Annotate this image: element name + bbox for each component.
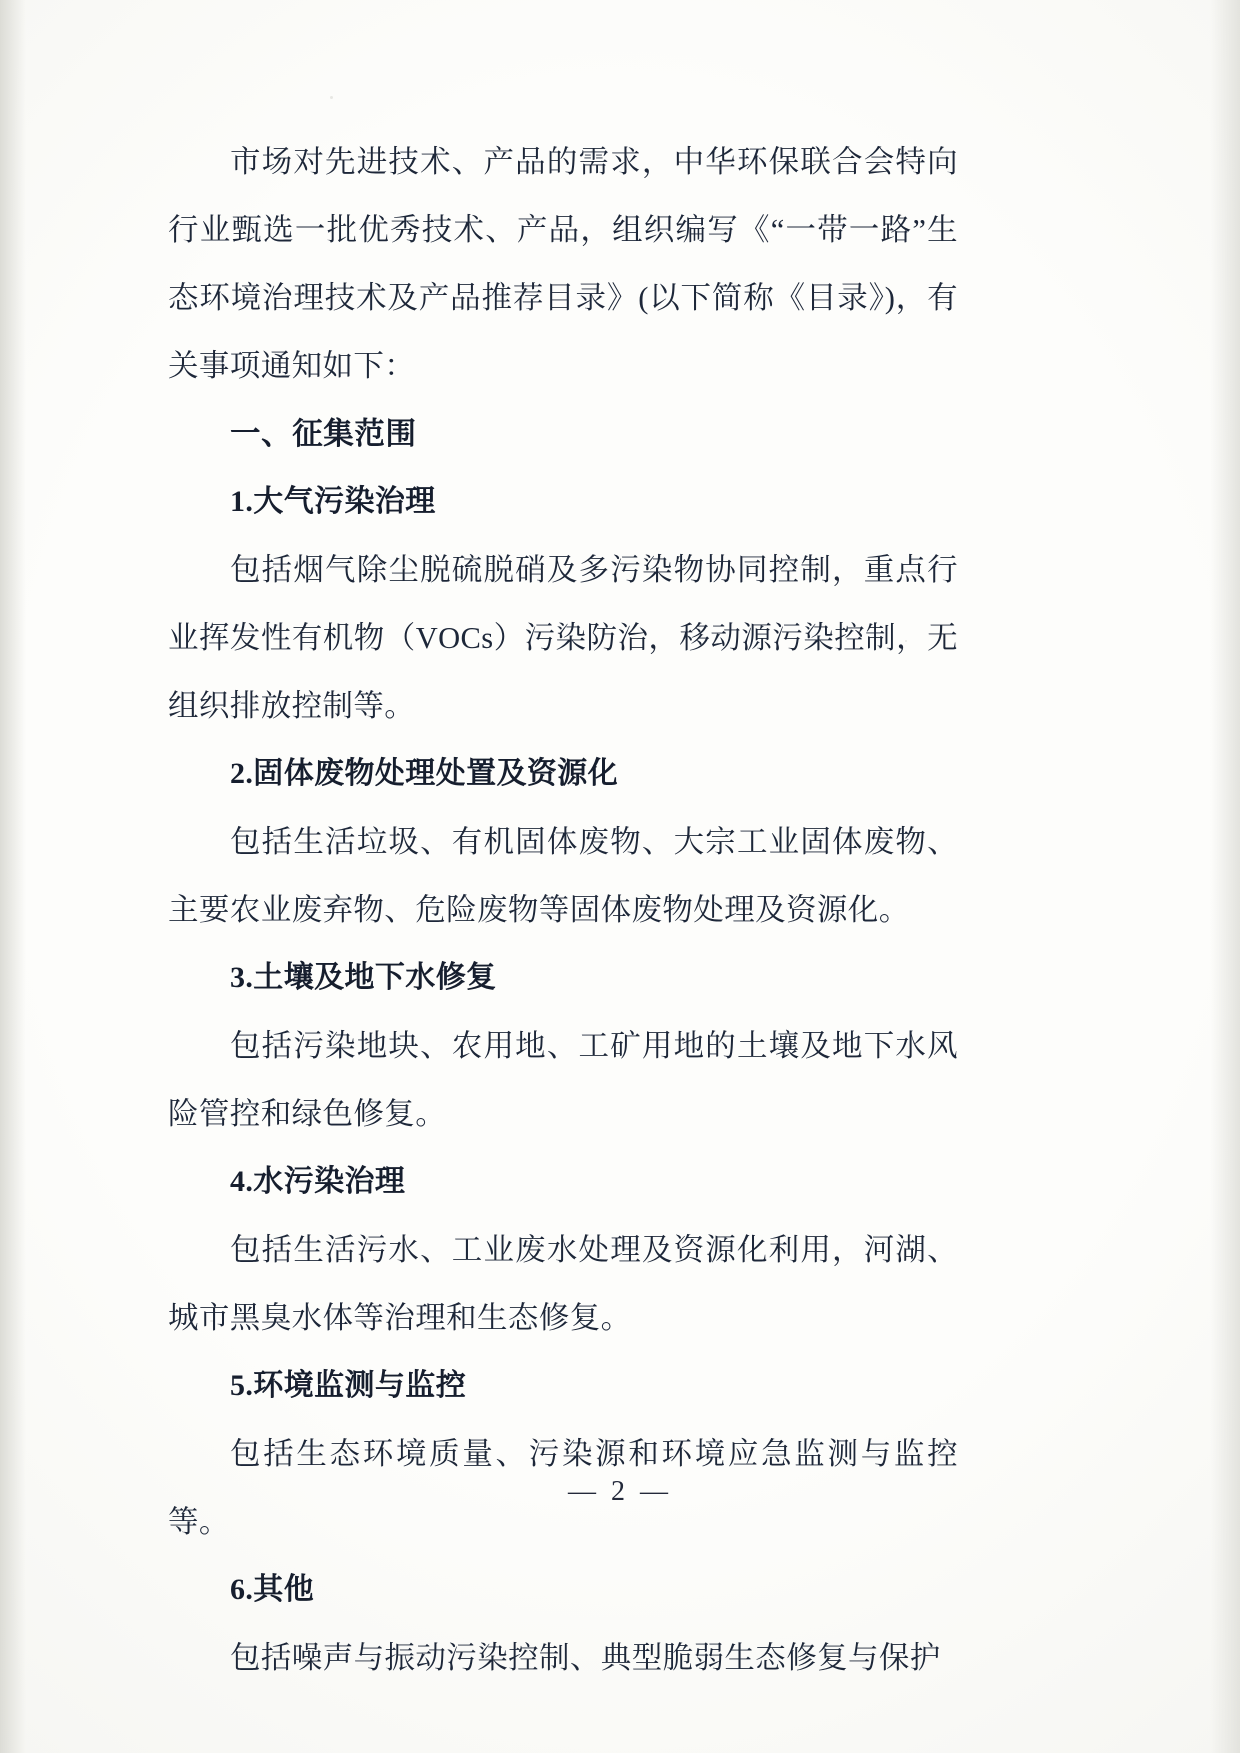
subheading-air-pollution: 1.大气污染治理	[230, 485, 436, 518]
paragraph-water-pollution: 包括生活污水、工业废水处理及资源化利用，河湖、城市黑臭水体等治理和生态修复。	[168, 1233, 958, 1335]
subheading-solid-waste: 2.固体废物处理处置及资源化	[230, 757, 619, 790]
subheading-soil-groundwater: 3.土壤及地下水修复	[230, 961, 497, 994]
paragraph-air-pollution: 包括烟气除尘脱硫脱硝及多污染物协同控制，重点行业挥发性有机物（VOCs）污染防治，移动源污染控制，无组织排放控制等。	[168, 553, 958, 723]
subheading-monitoring: 5.环境监测与监控	[230, 1369, 467, 1402]
paragraph-intro: 市场对先进技术、产品的需求，中华环保联合会特向行业甄选一批优秀技术、产品，组织编写《“一带一路”生态环境治理技术及产品推荐目录》(以下简称《目录》)，有关事项通知如下：	[168, 145, 958, 383]
paragraph-other: 包括噪声与振动污染控制、典型脆弱生态修复与保护	[230, 1641, 941, 1675]
document-body	[168, 128, 958, 1692]
heading-scope: 一、征集范围	[230, 417, 417, 451]
scan-speckle	[330, 96, 333, 99]
paragraph-soil-groundwater: 包括污染地块、农用地、工矿用地的土壤及地下水风险管控和绿色修复。	[168, 1029, 958, 1131]
paragraph-monitoring: 包括生态环境质量、污染源和环境应急监测与监控等。	[168, 1437, 958, 1539]
subheading-water-pollution: 4.水污染治理	[230, 1165, 406, 1198]
subheading-other: 6.其他	[230, 1573, 315, 1606]
paragraph-solid-waste: 包括生活垃圾、有机固体废物、大宗工业固体废物、主要农业废弃物、危险废物等固体废物处理及资源化。	[168, 825, 958, 927]
page-number: — 2 —	[568, 1476, 672, 1507]
